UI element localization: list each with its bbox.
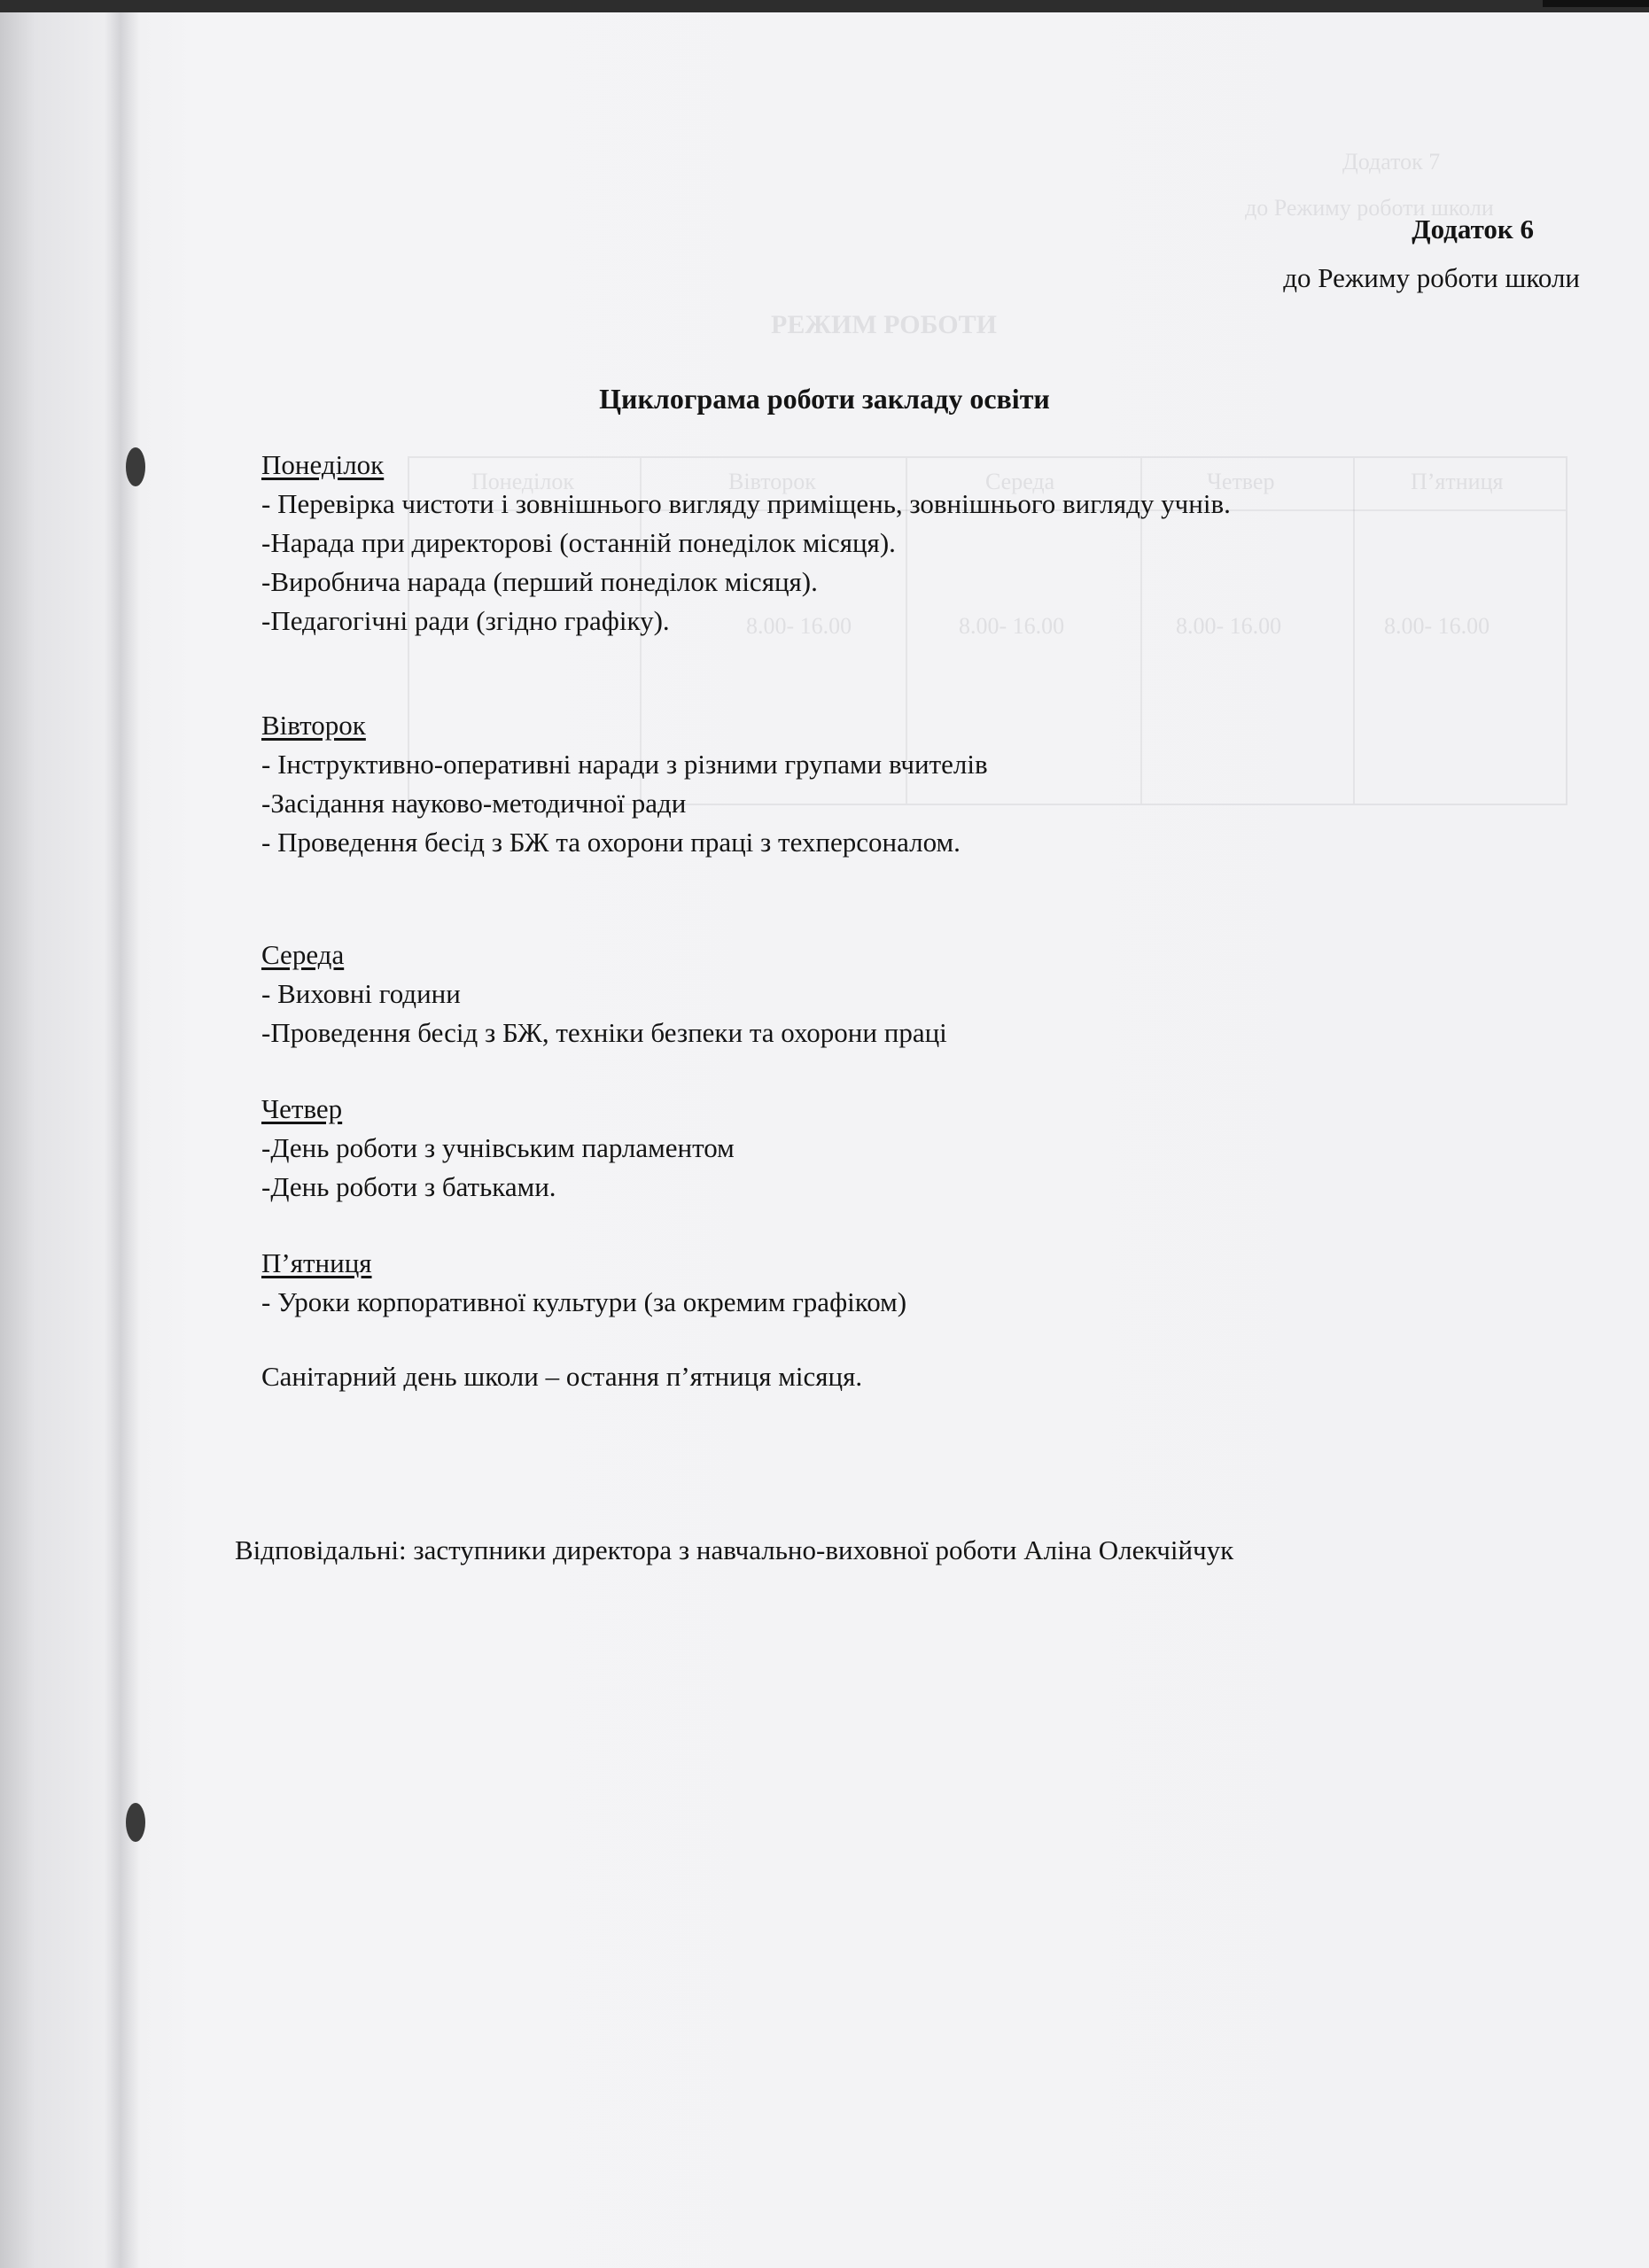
day-heading: П’ятниця (261, 1247, 372, 1278)
ghost-appendix-label: Додаток 7 (1342, 149, 1441, 175)
day-heading: Понеділок (261, 449, 385, 480)
list-item: -День роботи з батьками. (261, 1171, 556, 1202)
day-heading: Середа (261, 939, 345, 970)
ghost-time: 8.00- 16.00 (1176, 613, 1282, 639)
list-item: -Проведення бесід з БЖ, техніки безпеки та охорони праці (261, 1017, 947, 1048)
responsible-line: Відповідальні: заступники директора з навчально-виховної роботи Аліна Олекчійчук (235, 1534, 1234, 1565)
list-item: -Нарада при директорові (останній понеділок місяця). (261, 527, 896, 558)
ghost-appendix-ref: до Режиму роботи школи (1245, 195, 1494, 221)
ghost-header: Понеділок (471, 469, 574, 494)
list-item: - Інструктивно-оперативні наради з різними групами вчителів (261, 749, 988, 780)
list-item: - Проведення бесід з БЖ та охорони праці з техперсоналом. (261, 827, 961, 858)
document-title: Циклограма роботи закладу освіти (599, 383, 1050, 415)
list-item: -Педагогічні ради (згідно графіку). (261, 605, 670, 636)
ghost-header: Вівторок (728, 469, 816, 494)
appendix-reference: до Режиму роботи школи (1283, 262, 1580, 293)
ghost-header: Четвер (1207, 469, 1275, 494)
ghost-time: 8.00- 16.00 (959, 613, 1065, 639)
section-wednesday (261, 936, 1546, 1052)
section-monday (261, 446, 1546, 641)
appendix-label: Додаток 6 (1412, 214, 1534, 245)
ghost-header: П’ятниця (1411, 469, 1504, 494)
list-item: -День роботи з учнівським парламентом (261, 1132, 735, 1163)
ghost-time: 8.00- 16.00 (1384, 613, 1490, 639)
day-heading: Вівторок (261, 710, 366, 741)
list-item: -Виробнича нарада (перший понеділок місяця). (261, 566, 818, 597)
list-item: - Виховні години (261, 978, 461, 1009)
day-heading: Четвер (261, 1093, 343, 1124)
list-item: - Уроки корпоративної культури (за окремим графіком) (261, 1286, 907, 1317)
section-tuesday (261, 706, 1546, 862)
list-item: - Перевірка чистоти і зовнішнього вигляду приміщень, зовнішнього вигляду учнів. (261, 488, 1231, 519)
ghost-header: Середа (985, 469, 1055, 494)
list-item: -Засідання науково-методичної ради (261, 788, 687, 819)
ghost-time: 8.00- 16.00 (746, 613, 852, 639)
section-friday (261, 1244, 1546, 1322)
ghost-title: РЕЖИМ РОБОТИ (771, 310, 997, 339)
section-thursday (261, 1090, 1546, 1207)
sanitary-day-note: Санітарний день школи – остання п’ятниця місяця. (261, 1361, 863, 1392)
